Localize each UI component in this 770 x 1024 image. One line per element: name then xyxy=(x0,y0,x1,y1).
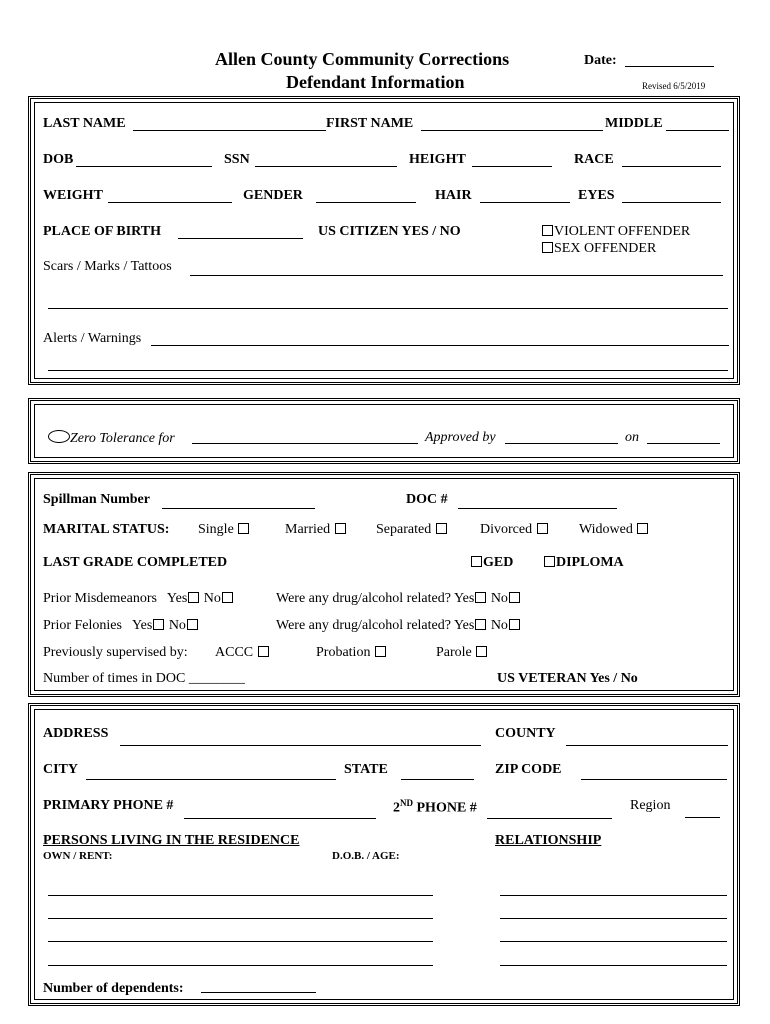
felony-drug-yes-checkbox[interactable] xyxy=(475,619,486,630)
spillman-label: Spillman Number xyxy=(43,492,150,507)
violent-offender-label: VIOLENT OFFENDER xyxy=(554,224,691,239)
resident-line-3[interactable] xyxy=(48,941,433,942)
dependents-label: Number of dependents: xyxy=(43,981,184,996)
hair-label: HAIR xyxy=(435,188,472,203)
marital-status-label: MARITAL STATUS: xyxy=(43,522,170,537)
revised-date: Revised 6/5/2019 xyxy=(642,81,706,91)
felony-drug-no-checkbox[interactable] xyxy=(509,619,520,630)
violent-offender-checkbox[interactable] xyxy=(542,225,553,236)
city-label: CITY xyxy=(43,762,79,777)
marital-divorced-label: Divorced xyxy=(480,522,533,537)
prior-misdemeanors-no-label: No xyxy=(203,591,221,606)
zip-field[interactable] xyxy=(581,779,727,780)
form-title: Allen County Community Corrections xyxy=(215,49,510,69)
alerts-field[interactable] xyxy=(151,345,729,346)
spillman-field[interactable] xyxy=(162,508,315,509)
last-name-field[interactable] xyxy=(133,130,326,131)
resident-line-2[interactable] xyxy=(48,918,433,919)
us-citizen-label: US CITIZEN YES / NO xyxy=(318,224,461,239)
ged-checkbox[interactable] xyxy=(471,556,482,567)
height-label: HEIGHT xyxy=(409,152,466,167)
prior-felonies-no-label: No xyxy=(168,618,186,633)
diploma-checkbox[interactable] xyxy=(544,556,555,567)
marital-married-checkbox[interactable] xyxy=(335,523,346,534)
marital-separated-label: Separated xyxy=(376,522,432,537)
first-name-field[interactable] xyxy=(421,130,603,131)
approved-by-field[interactable] xyxy=(505,443,618,444)
gender-field[interactable] xyxy=(316,202,416,203)
last-grade-label: LAST GRADE COMPLETED xyxy=(43,555,228,570)
supervised-accc-label: ACCC xyxy=(215,645,254,660)
marital-divorced[interactable] xyxy=(480,522,549,538)
felony-drug-label: Were any drug/alcohol related? xyxy=(276,618,451,633)
zero-tolerance-field[interactable] xyxy=(192,443,418,444)
misdemeanor-drug-no-label: No xyxy=(490,591,508,606)
scars-field[interactable] xyxy=(190,275,723,276)
marital-widowed-label: Widowed xyxy=(579,522,633,537)
county-label: COUNTY xyxy=(495,726,556,741)
dob-field[interactable] xyxy=(76,166,212,167)
middle-field[interactable] xyxy=(666,130,729,131)
marital-widowed-checkbox[interactable] xyxy=(637,523,648,534)
zero-tolerance-label: Zero Tolerance for xyxy=(70,431,175,446)
sex-offender-checkbox[interactable] xyxy=(542,242,553,253)
weight-field[interactable] xyxy=(108,202,232,203)
prior-misdemeanors-no-checkbox[interactable] xyxy=(222,592,233,603)
prior-felonies-label: Prior Felonies xyxy=(43,618,122,633)
relationship-line-2[interactable] xyxy=(500,918,727,919)
prior-felonies-row xyxy=(43,618,199,634)
supervised-parole[interactable] xyxy=(436,645,488,661)
misdemeanor-drug-row xyxy=(276,591,521,607)
own-rent-label: OWN / RENT: xyxy=(43,850,113,862)
middle-label: MIDDLE xyxy=(605,116,663,131)
first-name-label: FIRST NAME xyxy=(326,116,414,131)
prior-felonies-yes-checkbox[interactable] xyxy=(153,619,164,630)
form-subtitle: Defendant Information xyxy=(286,72,465,92)
address-field[interactable] xyxy=(120,745,481,746)
times-in-doc-label: Number of times in DOC ________ xyxy=(43,671,245,686)
prior-misdemeanors-yes-label: Yes xyxy=(166,591,188,606)
misdemeanor-drug-label: Were any drug/alcohol related? xyxy=(276,591,451,606)
marital-separated-checkbox[interactable] xyxy=(436,523,447,534)
sex-offender-option[interactable] xyxy=(541,241,656,257)
place-of-birth-field[interactable] xyxy=(178,238,303,239)
second-phone-field[interactable] xyxy=(487,818,612,819)
hair-field[interactable] xyxy=(480,202,570,203)
marital-single-label: Single xyxy=(198,522,234,537)
dob-age-label: D.O.B. / AGE: xyxy=(332,850,400,862)
marital-married[interactable] xyxy=(285,522,347,538)
date-label: Date: xyxy=(584,53,617,68)
eyes-field[interactable] xyxy=(622,202,721,203)
prior-felonies-no-checkbox[interactable] xyxy=(187,619,198,630)
felony-drug-no-label: No xyxy=(490,618,508,633)
marital-married-label: Married xyxy=(285,522,331,537)
supervised-probation-checkbox[interactable] xyxy=(375,646,386,657)
race-field[interactable] xyxy=(622,166,721,167)
us-veteran-label: US VETERAN Yes / No xyxy=(497,671,638,686)
zero-tolerance-option[interactable] xyxy=(48,430,175,447)
state-label: STATE xyxy=(344,762,388,777)
scars-label: Scars / Marks / Tattoos xyxy=(43,259,172,274)
supervised-parole-checkbox[interactable] xyxy=(476,646,487,657)
ged-label: GED xyxy=(483,555,514,570)
felony-drug-yes-label: Yes xyxy=(453,618,475,633)
address-label: ADDRESS xyxy=(43,726,109,741)
race-label: RACE xyxy=(574,152,614,167)
alerts-field-line-2[interactable] xyxy=(48,370,728,371)
ssn-label: SSN xyxy=(224,152,250,167)
relationship-line-4[interactable] xyxy=(500,965,727,966)
primary-phone-field[interactable] xyxy=(184,818,376,819)
place-of-birth-label: PLACE OF BIRTH xyxy=(43,224,162,239)
resident-line-1[interactable] xyxy=(48,895,433,896)
marital-divorced-checkbox[interactable] xyxy=(537,523,548,534)
misdemeanor-drug-yes-checkbox[interactable] xyxy=(475,592,486,603)
date-field[interactable] xyxy=(625,66,714,67)
marital-widowed[interactable] xyxy=(579,522,649,538)
supervised-accc[interactable] xyxy=(215,645,270,661)
dependents-field[interactable] xyxy=(201,992,316,993)
scars-field-line-2[interactable] xyxy=(48,308,728,309)
prior-felonies-yes-label: Yes xyxy=(131,618,153,633)
ged-option[interactable] xyxy=(470,555,513,571)
second-phone-label: 2ND PHONE # xyxy=(393,798,477,816)
relationship-heading: RELATIONSHIP xyxy=(495,833,602,848)
relationship-line-1[interactable] xyxy=(500,895,727,896)
relationship-line-3[interactable] xyxy=(500,941,727,942)
height-field[interactable] xyxy=(472,166,552,167)
alerts-label: Alerts / Warnings xyxy=(43,331,142,346)
last-name-label: LAST NAME xyxy=(43,116,126,131)
on-label: on xyxy=(625,430,639,445)
resident-line-4[interactable] xyxy=(48,965,433,966)
supervised-probation-label: Probation xyxy=(316,645,371,660)
diploma-label: DIPLOMA xyxy=(556,555,624,570)
city-field[interactable] xyxy=(86,779,336,780)
doc-label: DOC # xyxy=(406,492,448,507)
ssn-field[interactable] xyxy=(255,166,397,167)
supervised-parole-label: Parole xyxy=(436,645,472,660)
misdemeanor-drug-yes-label: Yes xyxy=(453,591,475,606)
felony-drug-row xyxy=(276,618,521,634)
marital-separated[interactable] xyxy=(376,522,448,538)
previously-supervised-label: Previously supervised by: xyxy=(43,645,188,660)
state-field[interactable] xyxy=(401,779,474,780)
region-field[interactable] xyxy=(685,817,720,818)
zero-tolerance-radio[interactable] xyxy=(48,430,70,443)
violent-offender-option[interactable] xyxy=(541,224,690,240)
zip-label: ZIP CODE xyxy=(495,762,562,777)
approval-date-field[interactable] xyxy=(647,443,720,444)
gender-label: GENDER xyxy=(243,188,303,203)
marital-single-checkbox[interactable] xyxy=(238,523,249,534)
weight-label: WEIGHT xyxy=(43,188,103,203)
misdemeanor-drug-no-checkbox[interactable] xyxy=(509,592,520,603)
eyes-label: EYES xyxy=(578,188,615,203)
prior-misdemeanors-label: Prior Misdemeanors xyxy=(43,591,157,606)
sex-offender-label: SEX OFFENDER xyxy=(554,241,657,256)
diploma-option[interactable] xyxy=(543,555,624,571)
region-label: Region xyxy=(630,798,671,813)
supervised-probation[interactable] xyxy=(316,645,387,661)
prior-misdemeanors-row xyxy=(43,591,234,607)
marital-single[interactable] xyxy=(198,522,250,538)
persons-living-heading: PERSONS LIVING IN THE RESIDENCE xyxy=(43,833,300,848)
county-field[interactable] xyxy=(566,745,728,746)
primary-phone-label: PRIMARY PHONE # xyxy=(43,798,174,813)
doc-field[interactable] xyxy=(458,508,617,509)
approved-by-label: Approved by xyxy=(425,430,496,445)
supervised-accc-checkbox[interactable] xyxy=(258,646,269,657)
dob-label: DOB xyxy=(43,152,74,167)
prior-misdemeanors-yes-checkbox[interactable] xyxy=(188,592,199,603)
